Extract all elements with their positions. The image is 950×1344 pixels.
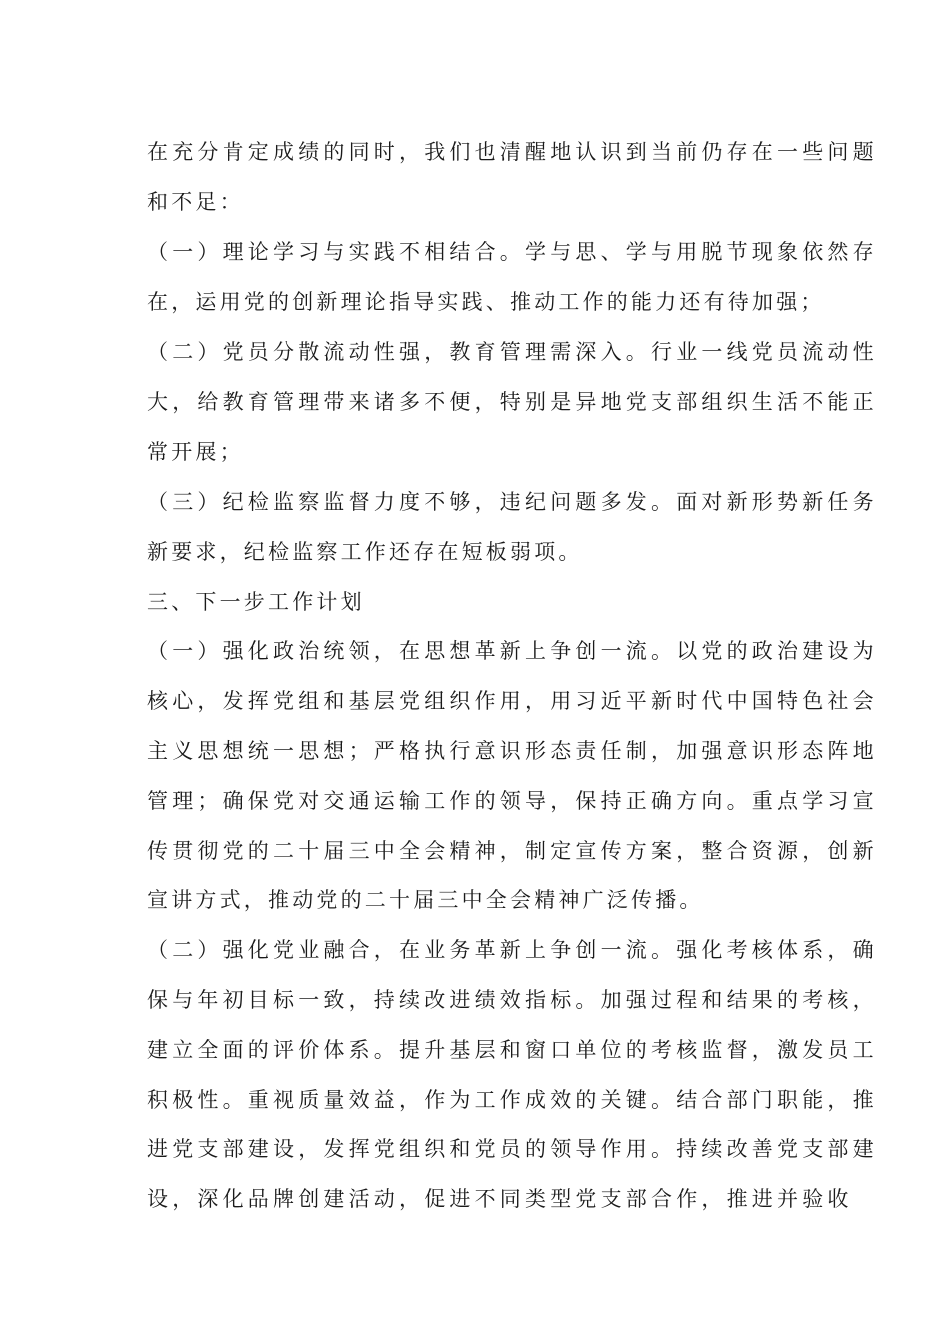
text-line: 常开展； xyxy=(147,440,244,464)
text-line: 保与年初目标一致，持续改进绩效指标。加强过程和结果的考核， xyxy=(147,988,878,1012)
text-line: （二）强化党业融合，在业务革新上争创一流。强化考核体系，确 xyxy=(147,938,878,962)
text-line: 积极性。重视质量效益，作为工作成效的关键。结合部门职能，推 xyxy=(147,1088,878,1112)
text-line: 大，给教育管理带来诸多不便，特别是异地党支部组织生活不能正 xyxy=(147,390,878,414)
text-line: 进党支部建设，发挥党组织和党员的领导作用。持续改善党支部建 xyxy=(147,1137,878,1161)
text-line: （二）党员分散流动性强，教育管理需深入。行业一线党员流动性 xyxy=(147,340,878,364)
text-line: 管理；确保党对交通运输工作的领导，保持正确方向。重点学习宣 xyxy=(147,789,878,813)
text-line: 设，深化品牌创建活动，促进不同类型党支部合作，推进并验收 xyxy=(147,1187,853,1211)
text-line: 建立全面的评价体系。提升基层和窗口单位的考核监督，激发员工 xyxy=(147,1038,878,1062)
text-line: （一）理论学习与实践不相结合。学与思、学与用脱节现象依然存 xyxy=(147,240,878,264)
text-line: 核心，发挥党组和基层党组织作用，用习近平新时代中国特色社会 xyxy=(147,689,878,713)
text-line: 新要求，纪检监察工作还存在短板弱项。 xyxy=(147,540,583,564)
text-line: 在，运用党的创新理论指导实践、推动工作的能力还有待加强； xyxy=(147,290,825,314)
text-line: （一）强化政治统领，在思想革新上争创一流。以党的政治建设为 xyxy=(147,639,878,663)
section-heading: 三、下一步工作计划 xyxy=(147,590,365,614)
text-line: 和不足： xyxy=(147,190,244,214)
text-line: （三）纪检监察监督力度不够，违纪问题多发。面对新形势新任务 xyxy=(147,490,878,514)
text-line: 传贯彻党的二十届三中全会精神，制定宣传方案，整合资源，创新 xyxy=(147,839,878,863)
text-line: 主义思想统一思想；严格执行意识形态责任制，加强意识形态阵地 xyxy=(147,739,878,763)
text-line: 在充分肯定成绩的同时，我们也清醒地认识到当前仍存在一些问题 xyxy=(147,140,878,164)
text-line: 宣讲方式，推动党的二十届三中全会精神广泛传播。 xyxy=(147,888,704,912)
